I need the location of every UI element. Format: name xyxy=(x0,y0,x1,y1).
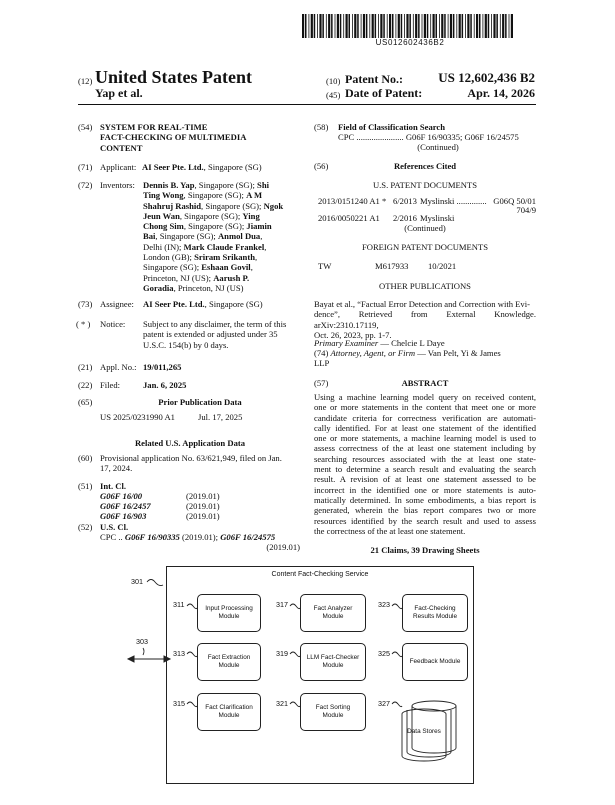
int-cl-class: G06F 16/00 xyxy=(100,491,143,501)
int-cl-class: G06F 16/2457 xyxy=(100,501,151,511)
us-cl-cpc-a: G06F 16/90335 xyxy=(124,532,180,542)
assignee-location: , Singapore (SG) xyxy=(204,299,263,309)
patent-no-label: Patent No.: xyxy=(345,72,403,86)
patent-date: Apr. 14, 2026 xyxy=(467,86,535,100)
abstract-line: Using a machine learning model query on received content, xyxy=(314,392,536,402)
foreign-doc-country: TW xyxy=(318,261,332,271)
fact-analyzer-module: Fact Analyzer Module xyxy=(300,594,366,632)
other-pubs-heading: OTHER PUBLICATIONS xyxy=(379,281,471,291)
field-heading: Field of Classification Search xyxy=(338,122,446,132)
prior-pub-number: US 2025/0231990 A1 xyxy=(100,412,175,422)
us-cl-cpc-label: CPC .. xyxy=(100,532,123,542)
appl-label: Appl. No.: xyxy=(100,362,137,372)
io-arrow-left-head xyxy=(128,656,134,662)
ref-319: 319 xyxy=(276,649,288,658)
us-cl-cpc-b-ver: (2019.01) xyxy=(266,542,300,552)
foreign-doc-number: M617933 xyxy=(375,261,409,271)
patent-number: US 12,602,436 B2 xyxy=(438,70,535,85)
provisional-code: (60) xyxy=(78,453,93,463)
applicant-location: , Singapore (SG) xyxy=(203,162,262,172)
data-stores-label: Data Stores xyxy=(407,728,441,735)
inventor-text: Shahruj Rashid xyxy=(143,200,202,211)
refs-heading: References Cited xyxy=(393,161,457,171)
inventor-text: Jiamin xyxy=(246,221,272,232)
leader-301 xyxy=(147,580,163,586)
examiner-name: — Chelcie L Daye xyxy=(378,338,445,348)
inventor-text: , xyxy=(254,252,258,263)
inventor-text: , Singapore (SG); xyxy=(183,190,247,201)
agent-label: Attorney, Agent, or Firm xyxy=(330,348,416,358)
inventor-text: , Singapore (SG); xyxy=(194,180,258,190)
refs-code: (56) xyxy=(314,161,329,171)
inventor-text: , Princeton, NJ (US) xyxy=(173,282,244,293)
ref-313: 313 xyxy=(173,649,185,658)
filed-label: Filed: xyxy=(100,380,121,390)
inventor-text: , Singapore (SG); xyxy=(179,210,243,221)
fact-extraction-module: Fact Extraction Module xyxy=(197,643,261,681)
us-docs-continued: (Continued) xyxy=(404,223,446,233)
applicant-label: Applicant: xyxy=(100,162,137,172)
inventor-text: Delhi (IN); xyxy=(143,241,184,252)
other-pub-line: Bayat et al., “Factual Error Detection and Correction with Evi- xyxy=(314,299,530,309)
feedback-module: Feedback Module xyxy=(402,643,468,681)
abstract-line: cally identified. For at least one statement of the identified xyxy=(314,422,536,433)
code-10: (10) xyxy=(326,76,341,86)
inventor-text: Princeton, NJ (US); xyxy=(143,272,214,283)
llm-fact-checker-module: LLM Fact-Checker Module xyxy=(300,643,366,681)
abstract-line: the correctness of the at least one statement. xyxy=(314,525,466,536)
title-line: CONTENT xyxy=(100,142,143,153)
assignee-code: (73) xyxy=(78,299,93,309)
int-cl-version: (2019.01) xyxy=(186,491,220,501)
provisional-line: Provisional application No. 63/621,949, filed on Jan. xyxy=(100,453,282,463)
title-line: SYSTEM FOR REAL-TIME xyxy=(100,122,208,132)
fact-clarification-module: Fact Clarification Module xyxy=(197,693,261,731)
us-cl-label: U.S. Cl. xyxy=(100,522,129,532)
abstract-line: generated, wherein the bias report compares two or more xyxy=(314,505,536,516)
ref-327: 327 xyxy=(378,699,390,708)
int-cl-code: (51) xyxy=(78,481,93,491)
filed-date: Jan. 6, 2025 xyxy=(143,380,187,390)
ref-311: 311 xyxy=(173,600,185,609)
int-cl-label: Int. Cl. xyxy=(100,481,127,491)
service-title: Content Fact-Checking Service xyxy=(271,571,369,578)
us-doc-class: 704/9 xyxy=(516,205,536,215)
filed-code: (22) xyxy=(78,380,93,390)
int-cl-class: G06F 16/903 xyxy=(100,511,147,521)
appl-code: (21) xyxy=(78,362,93,372)
date-label: Date of Patent: xyxy=(345,86,423,100)
abstract-line: result. A revision of at least one statement assessed to be xyxy=(314,474,536,485)
inventor-text: London (GB); xyxy=(143,252,195,263)
ref-325: 325 xyxy=(378,649,390,658)
us-cl-code: (52) xyxy=(78,522,93,532)
us-doc-number: 2013/0151240 A1 * xyxy=(318,196,387,206)
applicant-code: (71) xyxy=(78,162,93,172)
ref-303: 303 xyxy=(136,637,148,646)
inventor-text: A M xyxy=(246,190,263,201)
inventor-text: , Singapore (SG); xyxy=(155,231,218,242)
abstract-line: incorrect in the identified one or more statements is auto- xyxy=(314,484,536,495)
inventor-text: Bai xyxy=(143,231,156,242)
inventor-text: , Singapore (SG); xyxy=(201,200,264,211)
notice-line: Subject to any disclaimer, the term of this xyxy=(143,319,287,329)
abstract-line: candidate criteria for correctness verification are automati- xyxy=(314,412,536,423)
abstract-line: searching resources associated with the at least one state- xyxy=(314,453,536,464)
ref-301: 301 xyxy=(131,577,143,586)
int-cl-version: (2019.01) xyxy=(186,511,220,521)
abstract-line: one or more statements in the content that meet one or more xyxy=(314,402,536,413)
inventor-text: Goradia xyxy=(143,282,174,293)
applicant-name: AI Seer Pte. Ltd. xyxy=(142,162,204,172)
code-45: (45) xyxy=(326,90,341,100)
inventor-text: Sriram Srikanth xyxy=(194,252,255,263)
prior-pub-date: Jul. 17, 2025 xyxy=(198,412,243,422)
barcode-number: US012602436B2 xyxy=(375,38,445,47)
foreign-docs-heading: FOREIGN PATENT DOCUMENTS xyxy=(361,242,489,252)
inventor-text: Ngok xyxy=(263,200,284,211)
ref-323: 323 xyxy=(378,600,390,609)
kind-code-12: (12) xyxy=(78,76,93,86)
claims-summary: 21 Claims, 39 Drawing Sheets xyxy=(370,545,480,555)
inventor-text: Shi xyxy=(257,180,269,190)
inventor-short: Yap et al. xyxy=(95,86,143,100)
fact-checking-results-module: Fact-Checking Results Module xyxy=(402,594,468,632)
inventor-text: , xyxy=(260,231,263,242)
ref-321: 321 xyxy=(276,699,288,708)
inventor-text: Eshaan Govil xyxy=(201,262,251,273)
assignee-name: AI Seer Pte. Ltd. xyxy=(143,299,205,309)
fact-sorting-module: Fact Sorting Module xyxy=(300,693,366,731)
inventor-text: , xyxy=(250,262,253,273)
provisional-line: 17, 2024. xyxy=(100,463,133,474)
abstract-line: ment to determine a search result and evaluating the search xyxy=(314,464,536,475)
field-continued: (Continued) xyxy=(417,142,459,152)
inventor-text: Dennis B. Yap xyxy=(143,180,195,190)
notice-code: ( * ) xyxy=(76,319,91,329)
field-code: (58) xyxy=(314,122,329,132)
appl-number: 19/011,265 xyxy=(143,362,182,372)
prior-pub-code: (65) xyxy=(78,397,93,407)
inventors-code: (72) xyxy=(78,180,93,190)
abstract-line: one or more statements, a machine learning model is used to xyxy=(314,433,536,444)
inventor-text: Chong Sim xyxy=(143,221,184,232)
abstract-heading: ABSTRACT xyxy=(401,378,449,388)
notice-label: Notice: xyxy=(100,319,126,329)
title-line: FACT-CHECKING OF MULTIMEDIA xyxy=(100,132,247,143)
agent-code: (74) xyxy=(314,348,331,358)
abstract-line: matically determined. In some embodiments, a bias report is xyxy=(314,494,536,505)
us-doc-name: Myslinski .............. xyxy=(420,196,487,206)
int-cl-version: (2019.01) xyxy=(186,501,220,511)
inventor-text: Aarush P. xyxy=(213,272,250,283)
us-doc-date: 2/2016 xyxy=(393,213,417,223)
abstract-code: (57) xyxy=(314,378,329,388)
us-docs-heading: U.S. PATENT DOCUMENTS xyxy=(372,180,478,190)
leader-303 xyxy=(143,648,144,655)
us-doc-class: G06Q 50/01 xyxy=(493,196,536,206)
other-pub-line: Oct. 26, 2023, pp. 1-7. xyxy=(314,329,392,340)
abstract-line: resources identified by the search result and used to assess xyxy=(314,515,536,526)
us-cl-cpc-a-ver: (2019.01); xyxy=(179,532,221,542)
assignee-label: Assignee: xyxy=(100,299,134,309)
related-heading: Related U.S. Application Data xyxy=(134,438,246,448)
other-pub-line: dence”, Retrieved from External Knowledge. arXiv:2310.17119, xyxy=(314,309,536,330)
field-cpc-value: G06F 16/90335; G06F 16/24575 xyxy=(405,132,519,142)
inventor-text: , Singapore (SG); xyxy=(183,221,247,232)
prior-pub-heading: Prior Publication Data xyxy=(158,397,242,407)
input-processing-module: Input Processing Module xyxy=(197,594,261,632)
inventor-text: Mark Claude Frankel xyxy=(183,241,265,252)
attorney-line: LLP xyxy=(314,358,330,369)
notice-line: patent is extended or adjusted under 35 xyxy=(143,329,278,340)
inventor-text: Singapore (SG); xyxy=(143,262,202,273)
inventors-label: Inventors: xyxy=(100,180,135,190)
inventor-text: Ting Wong xyxy=(143,190,184,201)
inventor-text: Ying xyxy=(242,210,260,221)
inventor-text: Anmol Dua xyxy=(217,231,261,242)
examiner-label: Primary Examiner xyxy=(314,338,379,348)
us-doc-number: 2016/0050221 A1 xyxy=(318,213,380,223)
us-cl-cpc-b: G06F 16/24575 xyxy=(220,532,276,542)
inventor-text: , xyxy=(264,241,267,252)
ref-315: 315 xyxy=(173,699,185,708)
us-doc-date: 6/2013 xyxy=(393,196,417,206)
ref-317: 317 xyxy=(276,600,288,609)
foreign-doc-date: 10/2021 xyxy=(428,261,457,271)
patent-header-title: United States Patent xyxy=(95,67,252,87)
title-code: (54) xyxy=(78,122,93,132)
abstract-line: assess correctness of the at least one statement including by xyxy=(314,443,536,454)
notice-line: U.S.C. 154(b) by 0 days. xyxy=(143,339,229,350)
agent-name: — Van Pelt, Yi & James xyxy=(415,348,501,358)
us-doc-name: Myslinski xyxy=(420,213,455,223)
field-cpc-label: CPC ...................... xyxy=(338,132,404,142)
inventor-text: Jeun Wan xyxy=(143,210,180,221)
